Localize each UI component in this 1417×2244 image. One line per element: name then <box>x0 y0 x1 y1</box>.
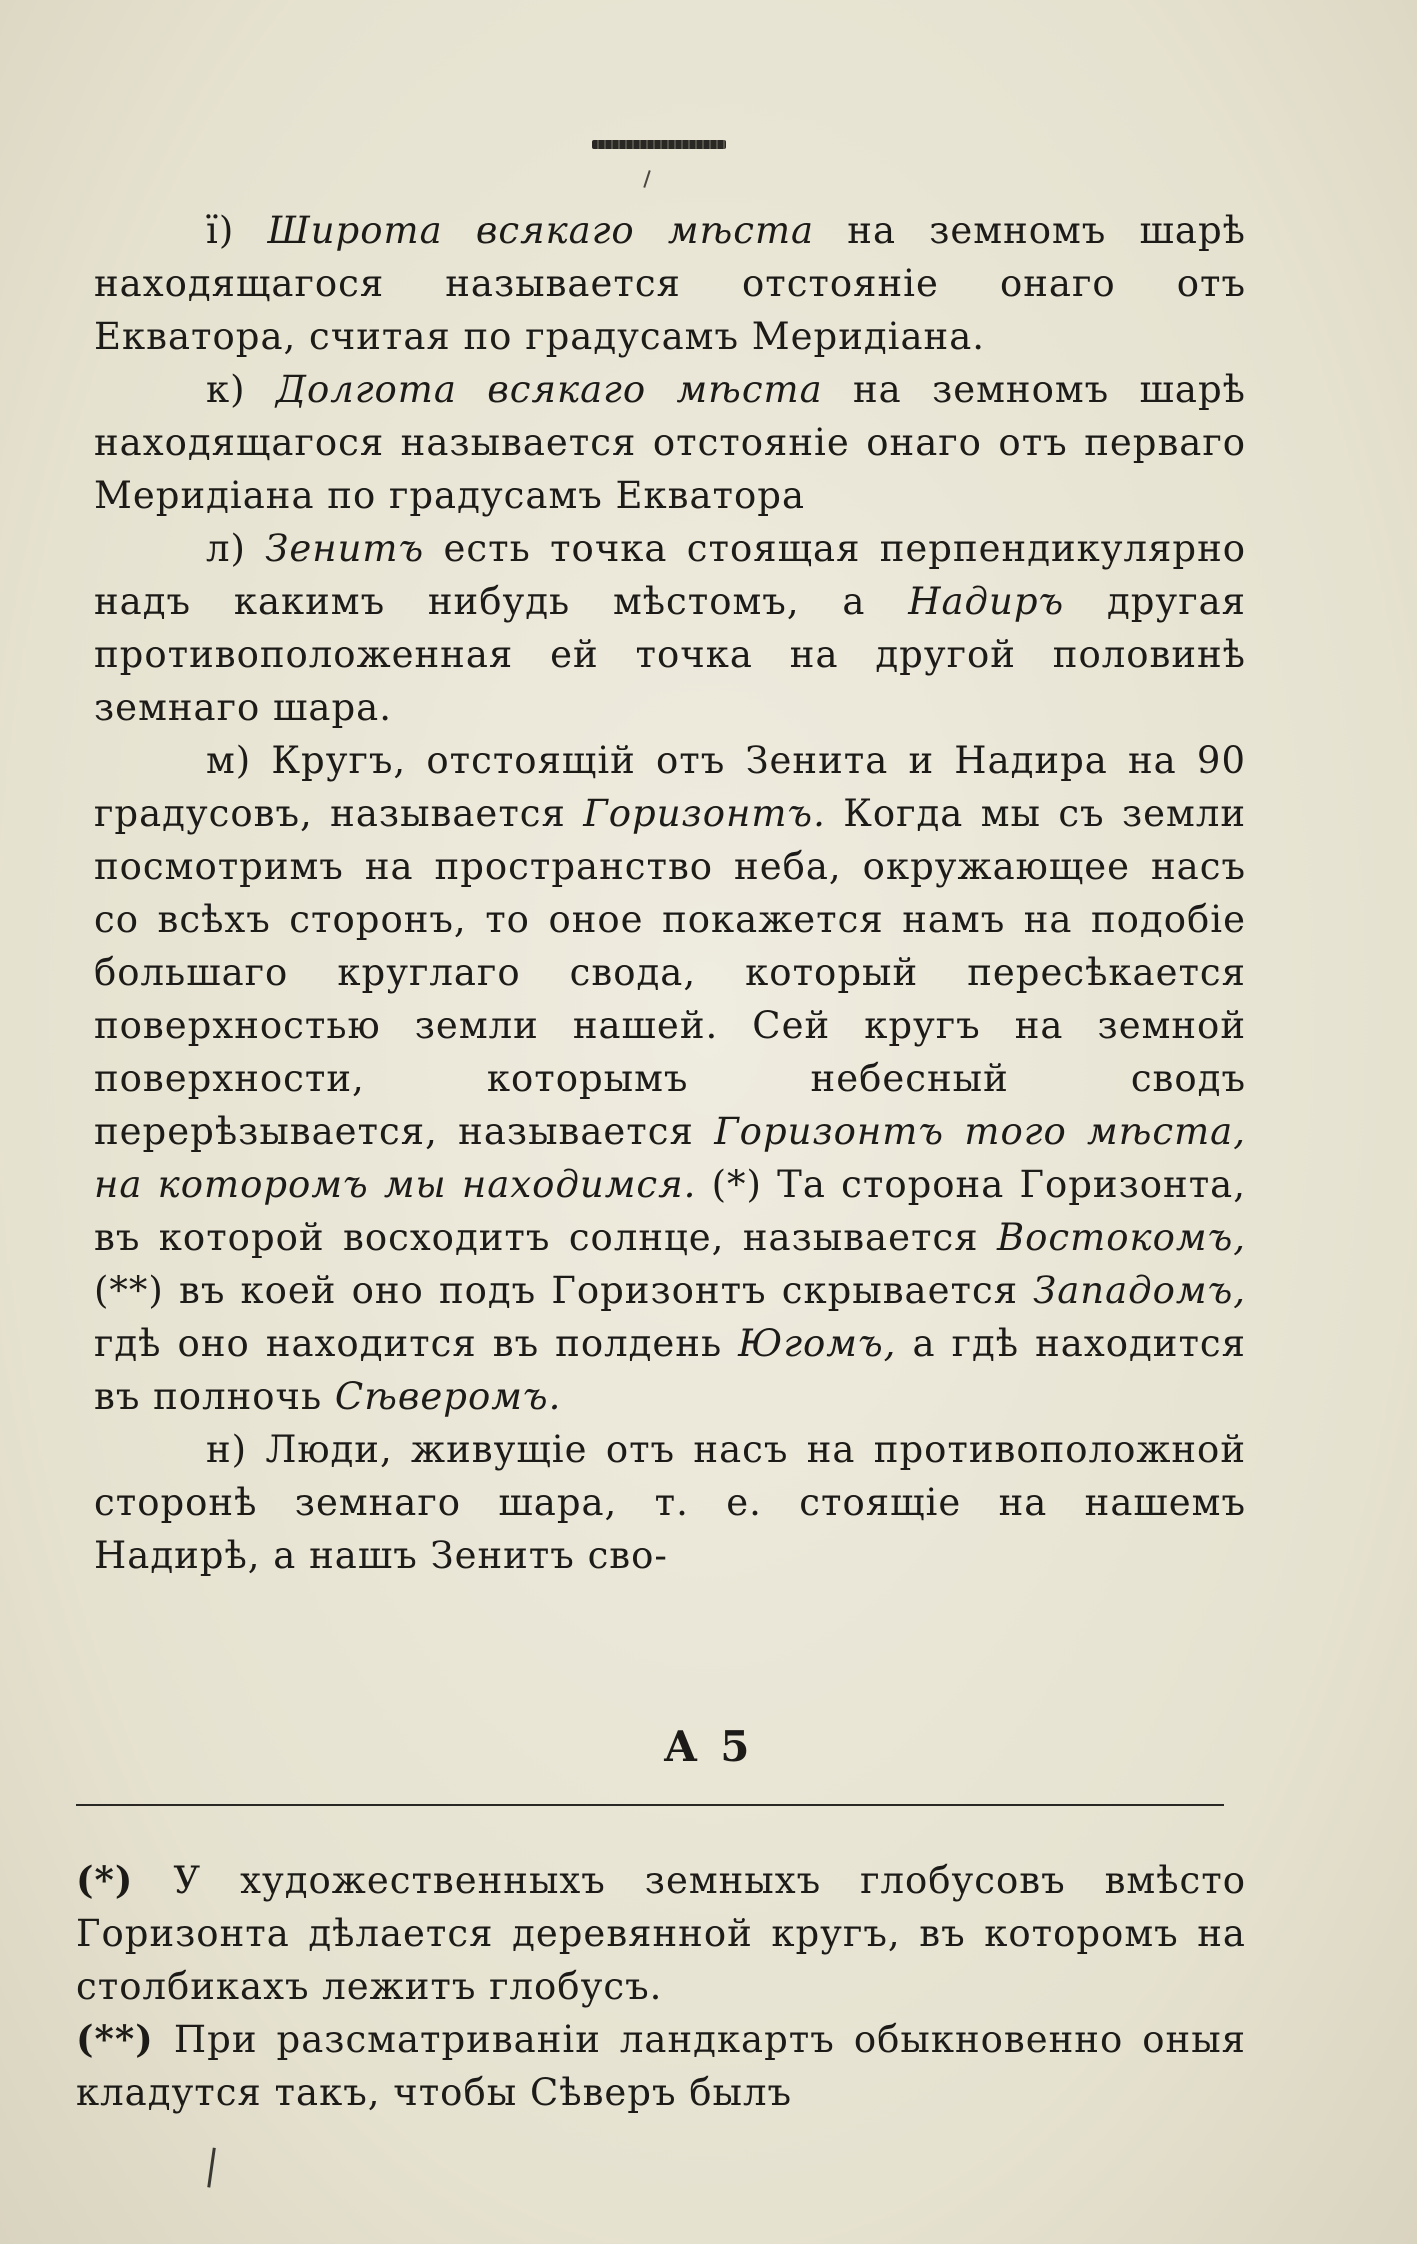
footnotes <box>76 1854 1246 2119</box>
paragraph <box>94 522 1246 734</box>
italic-term: Широта всякаго мѣста <box>267 209 815 252</box>
paragraph <box>94 1423 1246 1582</box>
paragraph <box>94 204 1246 363</box>
italic-term: Надиръ <box>908 580 1065 623</box>
italic-term: Западомъ, <box>1033 1269 1246 1312</box>
text-run: а гдѣ находится въ полночь <box>94 1322 1246 1418</box>
text-run: на земномъ шарѣ находящагося называется отстояніе онаго отъ перваго Меридіана по градусамъ Екватора <box>94 368 1246 517</box>
italic-term: Горизонтъ того мѣста, на которомъ мы находимся. <box>94 1110 1246 1206</box>
text-run: (*) Та сторона Горизонта, въ которой восходитъ солнце, называется <box>94 1163 1247 1259</box>
footnote <box>76 2013 1246 2119</box>
pencil-mark <box>207 2148 221 2189</box>
footnote-text: При разсматриваніи ландкартъ обыкновенно оныя кладутся такъ, чтобы Сѣверъ былъ <box>76 2018 1246 2114</box>
italic-term: Сѣверомъ. <box>334 1375 562 1418</box>
text-run: есть точка стоящая перпендикулярно надъ какимъ нибудь мѣстомъ, а <box>94 527 1247 623</box>
italic-term: Зенитъ <box>265 527 425 570</box>
paragraph-marker: ї) <box>206 209 268 252</box>
text-run: на земномъ шарѣ находящагося называется отстояніе онаго отъ Екватора, считая по градусамъ Меридіана. <box>94 209 1246 358</box>
header-ornament <box>592 140 726 149</box>
footnote <box>76 1854 1246 2013</box>
footnote-separator <box>76 1804 1224 1806</box>
text-run: Люди, живущіе отъ насъ на противоположной сторонѣ земнаго шара, т. е. стоящіе на нашемъ Надирѣ, а нашъ Зенитъ сво- <box>94 1428 1246 1577</box>
text-run: (**) въ коей оно подъ Горизонтъ скрывается <box>94 1269 1034 1312</box>
footnote-mark: (**) <box>76 2017 174 2061</box>
paragraph <box>94 363 1246 522</box>
footnote-mark: (*) <box>76 1858 174 1902</box>
text-run: гдѣ оно находится въ полдень <box>94 1322 739 1365</box>
paragraph-marker: л) <box>206 527 266 570</box>
italic-term: Востокомъ, <box>996 1216 1246 1259</box>
text-run: Кругъ, отстоящій отъ Зенита и Надира на 90 градусовъ, называется <box>94 739 1246 835</box>
paragraph <box>94 734 1246 1423</box>
main-text <box>94 204 1246 1582</box>
paragraph-marker: м) <box>206 739 272 782</box>
page-signature: А 5 <box>663 1722 754 1771</box>
italic-term: Югомъ, <box>738 1322 897 1365</box>
footnote-text: У художественныхъ земныхъ глобусовъ вмѣсто Горизонта дѣлается деревянной кругъ, въ которомъ на столбикахъ лежитъ глобусъ. <box>76 1859 1246 2008</box>
paragraph-marker: н) <box>206 1428 266 1471</box>
text-run: Когда мы съ земли посмотримъ на пространство неба, окружающее насъ со всѣхъ сторонъ, то оное покажется намъ на подобіе большаго круглаго свода, который пересѣкается поверхностью земли нашей. Сей кругъ на земной поверхности, которымъ небесный сводъ перерѣзывается, называется <box>94 792 1246 1153</box>
italic-term: Долгота всякаго мѣста <box>275 368 823 411</box>
text-run: другая противоположенная ей точка на другой половинѣ земнаго шара. <box>94 580 1246 729</box>
paragraph-marker: к) <box>206 368 276 411</box>
pencil-tick-mark <box>643 170 650 188</box>
italic-term: Горизонтъ. <box>583 792 826 835</box>
